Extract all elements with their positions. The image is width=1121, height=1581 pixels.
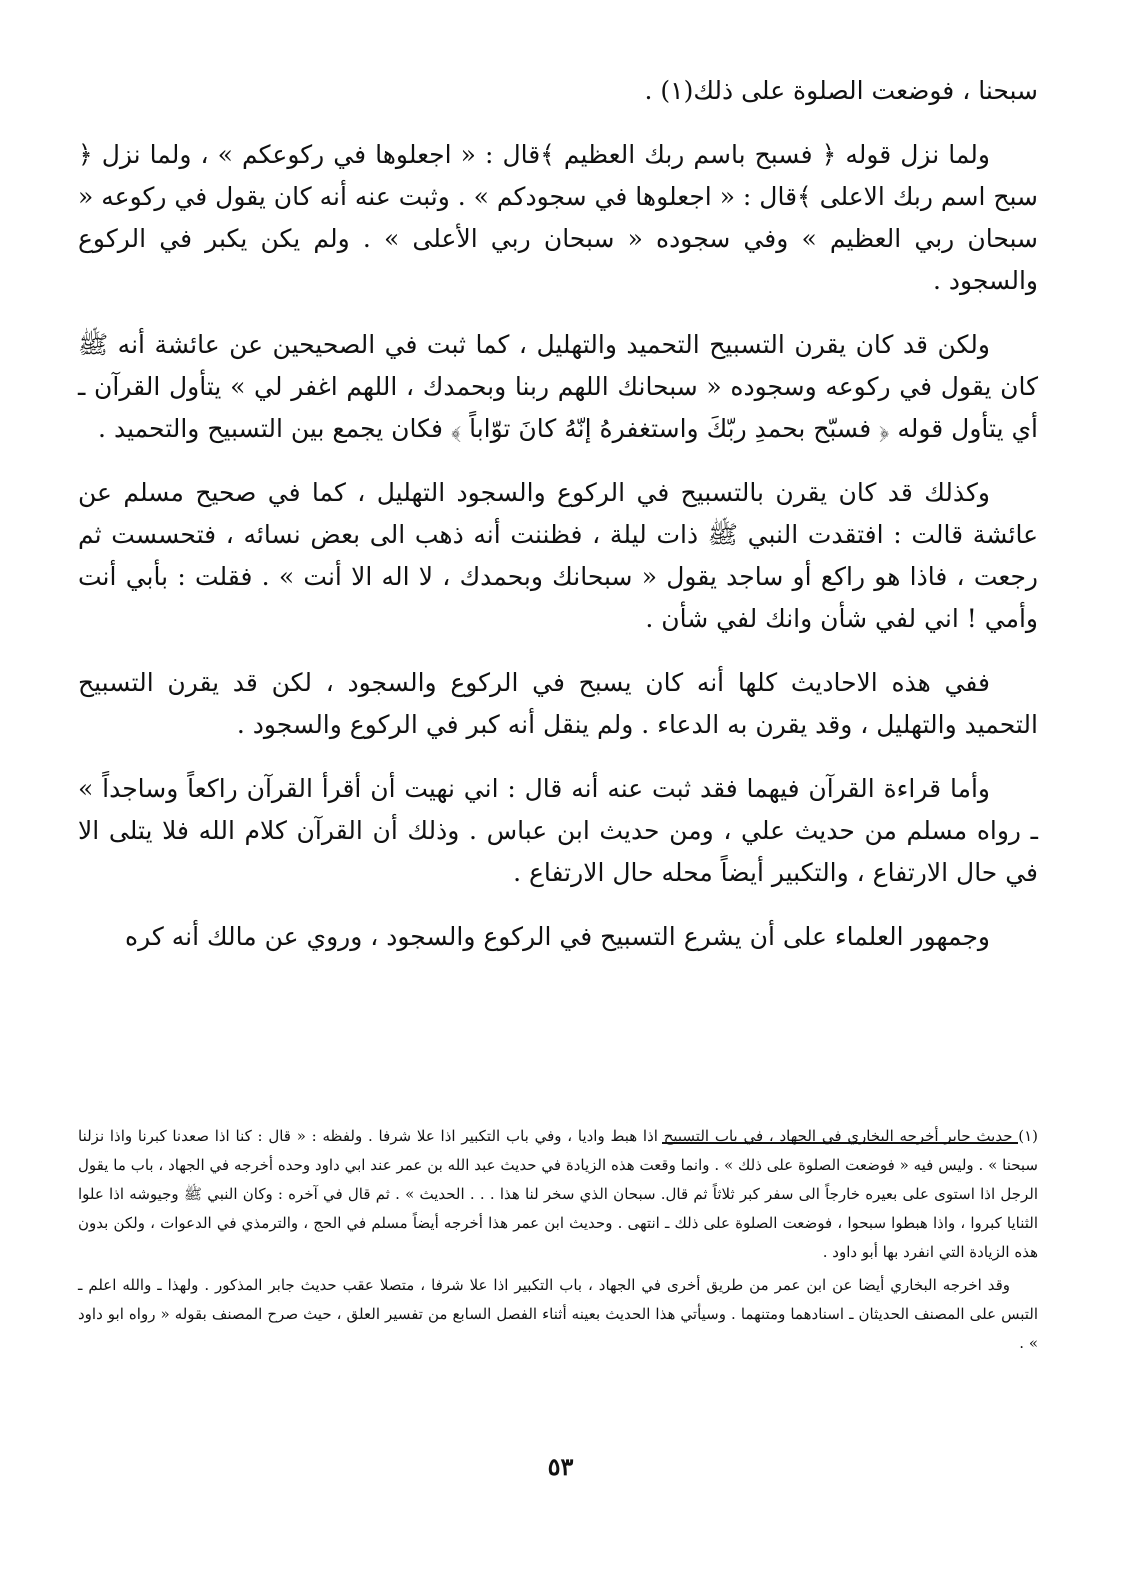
page-body	[78, 70, 1038, 980]
paragraph: ولكن قد كان يقرن التسبيح التحميد والتهليل ، كما ثبت في الصحيحين عن عائشة أنه ﷺ كان يقول في ركوعه وسجوده « سبحانك اللهم ربنا وبحمدك ، اللهم اغفر لي » يتأول القرآن ـ أي يتأول قوله ﴿ فسبّح بحمدِ ربّكَ واستغفرهُ إنّهُ كانَ توّاباً ﴾ فكان يجمع بين التسبيح والتحميد .	[78, 330, 1038, 443]
footnotes	[78, 1122, 1038, 1362]
paragraph: ففي هذه الاحاديث كلها أنه كان يسبح في الركوع والسجود ، لكن قد يقرن التسبيح التحميد والتهليل ، وقد يقرن به الدعاء . ولم ينقل أنه كبر في الركوع والسجود .	[78, 668, 1038, 739]
main-text	[78, 70, 1038, 958]
paragraph: وأما قراءة القرآن فيهما فقد ثبت عنه أنه قال : اني نهيت أن أقرأ القرآن راكعاً وساجداً » ـ رواه مسلم من حديث علي ، ومن حديث ابن عباس . وذلك أن القرآن كلام الله فلا يتلى الا في حال الارتفاع ، والتكبير أيضاً محله حال الارتفاع .	[78, 774, 1038, 887]
footnote-continuation: وقد اخرجه البخاري أيضا عن ابن عمر من طريق أخرى في الجهاد ، باب التكبير اذا علا شرفا ، متصلا عقب حديث جابر المذكور . ولهذا ـ والله اعلم ـ التبس على المصنف الحديثان ـ اسنادهما ومتنهما . وسيأتي هذا الحديث بعينه أثناء الفصل السابع من تفسير العلق ، حيث صرح المصنف بقوله « رواه ابو داود » .	[78, 1276, 1038, 1352]
paragraph: ولما نزل قوله ﴿ فسبح باسم ربك العظيم ﴾قال : « اجعلوها في ركوعكم » ، ولما نزل ﴿ سبح اسم ربك الاعلى ﴾قال : « اجعلوها في سجودكم » . وثبت عنه أنه كان يقول في ركوعه « سبحان ربي العظيم » وفي سجوده « سبحان ربي الأعلى » . ولم يكن يكبر في الركوع والسجود .	[78, 140, 1038, 295]
footnote-1: (١) حديث جابر أخرجه البخاري في الجهاد ، في باب التسبيح اذا هبط واديا ، وفي باب التكبير اذا علا شرفا . ولفظه : « قال : كنا اذا صعدنا كبرنا واذا نزلنا سبحنا » . وليس فيه « فوضعت الصلوة على ذلك » . وانما وقعت هذه الزيادة في حديث عبد الله بن عمر عند ابي داود وحده أخرجه في الجهاد ، باب ما يقول الرجل اذا استوى على بعيره خارجاً الى سفر كبر ثلاثاً ثم قال. سبحان الذي سخر لنا هذا . . . الحديث » . ثم قال في آخره : وكان النبي ﷺ وجيوشه اذا علوا الثنايا كبروا ، واذا هبطوا سبحوا ، فوضعت الصلوة على ذلك ـ انتهى . وحديث ابن عمر هذا أخرجه أيضاً مسلم في الحج ، والترمذي في الدعوات ، ولكن بدون هذه الزيادة التي انفرد بها أبو داود .	[78, 1127, 1038, 1261]
paragraph: وجمهور العلماء على أن يشرع التسبيح في الركوع والسجود ، وروي عن مالك أنه كره	[124, 922, 990, 951]
page-number: ٥٣	[547, 1452, 574, 1481]
paragraph: وكذلك قد كان يقرن بالتسبيح في الركوع والسجود التهليل ، كما في صحيح مسلم عن عائشة قالت : افتقدت النبي ﷺ ذات ليلة ، فظننت أنه ذهب الى بعض نسائه ، فتحسست ثم رجعت ، فاذا هو راكع أو ساجد يقول « سبحانك وبحمدك ، لا اله الا أنت » . فقلت : بأبي أنت وأمي ! اني لفي شأن وانك لفي شأن .	[78, 478, 1038, 633]
paragraph-continuation: سبحنا ، فوضعت الصلوة على ذلك(١) .	[644, 76, 1038, 105]
